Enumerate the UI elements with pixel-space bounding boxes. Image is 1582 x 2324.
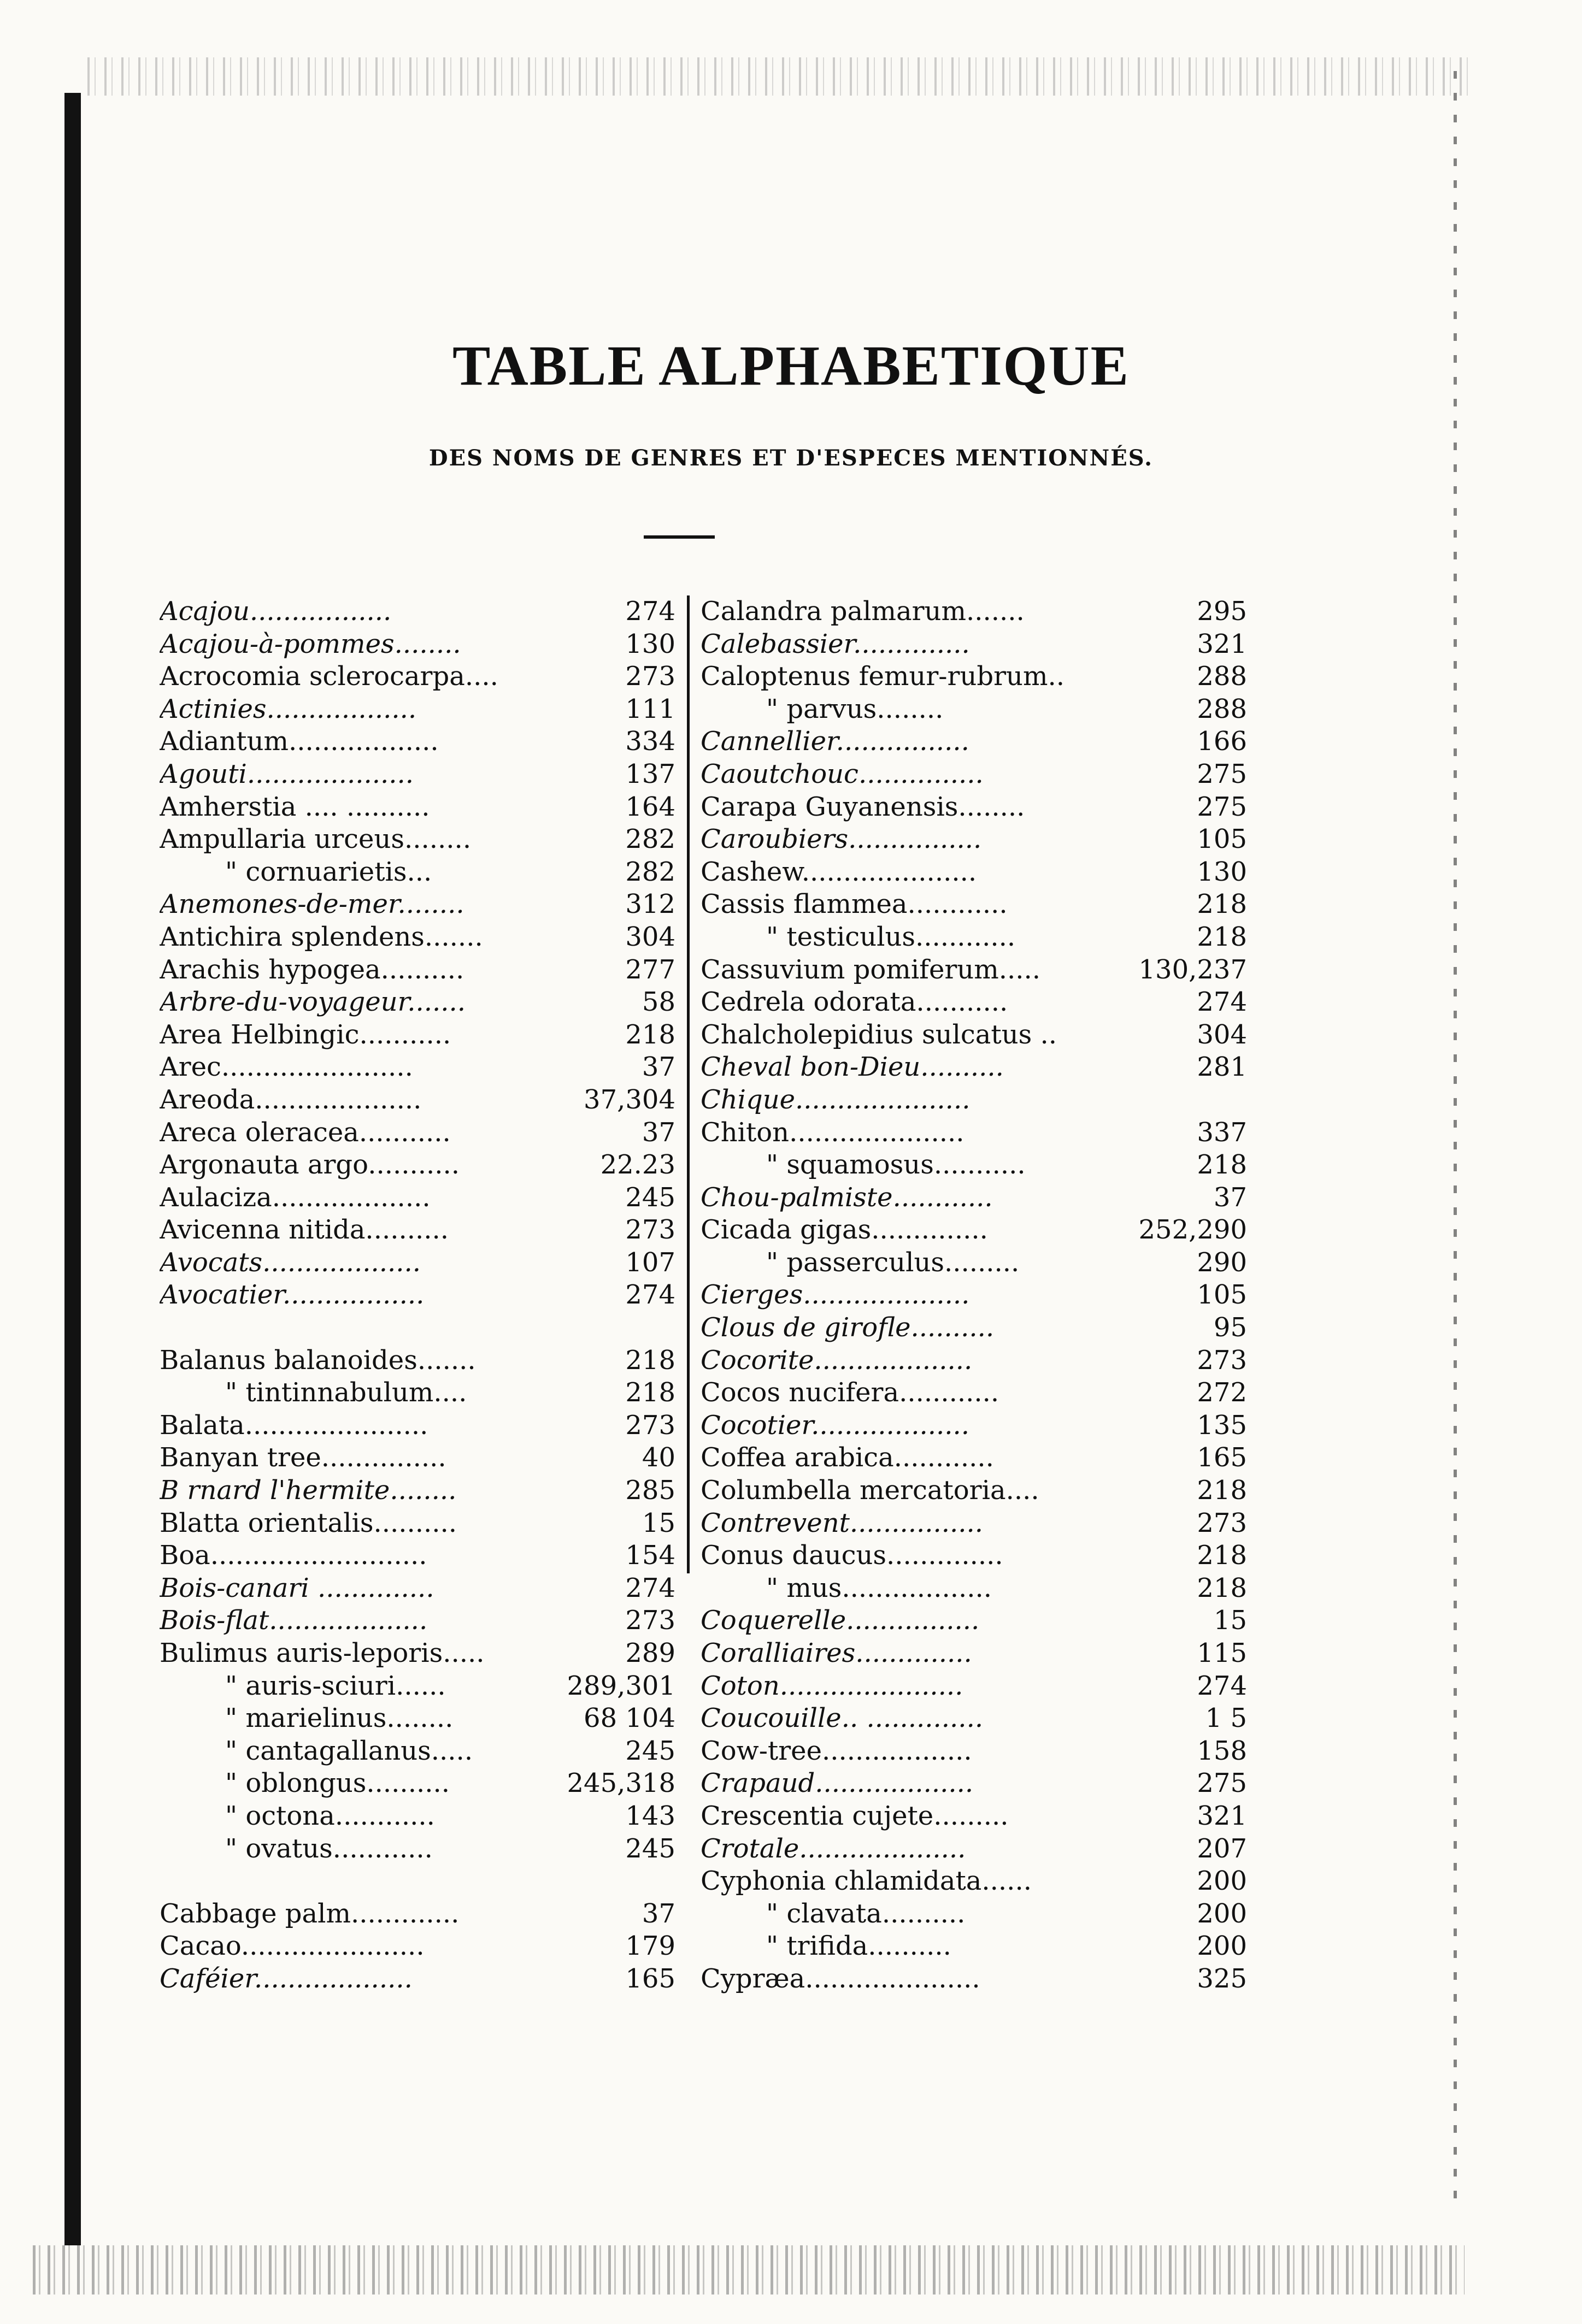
- entry-page-number: 130: [1197, 856, 1247, 887]
- entry-name: Cabbage palm.............: [160, 1898, 460, 1929]
- entry-page-number: 218: [1197, 1572, 1247, 1603]
- entry-page-number: 218: [625, 1377, 675, 1408]
- entry-page-number: 158: [1197, 1735, 1247, 1766]
- index-entry: [701, 1084, 1247, 1117]
- entry-page-number: 105: [1197, 1279, 1247, 1311]
- index-entry: [701, 1605, 1247, 1637]
- index-entry: [701, 1019, 1247, 1052]
- entry-name: Actinies..................: [160, 693, 417, 724]
- index-entry: [160, 1670, 675, 1703]
- entry-name: Aulaciza...................: [160, 1182, 431, 1213]
- entry-page-number: 304: [1197, 1019, 1247, 1050]
- entry-page-number: 273: [1197, 1344, 1247, 1376]
- entry-name: Crescentia cujete.........: [701, 1800, 1009, 1831]
- index-entry: [701, 921, 1247, 954]
- index-entry: [701, 1051, 1247, 1084]
- entry-name: Crapaud...................: [701, 1768, 974, 1799]
- entry-page-number: 273: [625, 661, 675, 692]
- index-entry: [160, 693, 675, 726]
- entry-name: Areca oleracea...........: [160, 1117, 451, 1148]
- entry-page-number: 200: [1197, 1931, 1247, 1962]
- index-entry: [160, 1279, 675, 1312]
- entry-page-number: 273: [625, 1409, 675, 1441]
- index-entry: [160, 856, 675, 889]
- entry-name: Bois-flat...................: [160, 1605, 428, 1636]
- index-entry: [701, 628, 1247, 661]
- index-entry: [701, 1833, 1247, 1866]
- index-entry: [160, 1963, 675, 1996]
- entry-page-number: 245: [625, 1833, 675, 1864]
- entry-name: Cicada gigas..............: [701, 1214, 988, 1246]
- entry-name: Cashew.....................: [701, 856, 977, 887]
- index-entry: [701, 1637, 1247, 1670]
- entry-name: Cassuvium pomiferum.....: [701, 954, 1041, 985]
- entry-name: " clavata..........: [766, 1898, 966, 1929]
- entry-page-number: 37: [642, 1898, 675, 1929]
- entry-name: " tintinnabulum....: [225, 1377, 467, 1408]
- index-entry: [160, 1019, 675, 1052]
- index-entry: [160, 823, 675, 856]
- index-entry: [701, 856, 1247, 889]
- index-entry: [160, 1572, 675, 1605]
- index-entry: [701, 1214, 1247, 1247]
- index-entry: [160, 921, 675, 954]
- entry-page-number: 207: [1197, 1833, 1247, 1864]
- index-entry: [701, 1279, 1247, 1312]
- entry-name: Anemones-de-mer........: [160, 889, 464, 920]
- index-entry: [160, 1051, 675, 1084]
- index-entry: [701, 823, 1247, 856]
- entry-name: Coralliaires..............: [701, 1638, 972, 1668]
- index-entry: [701, 1474, 1247, 1507]
- entry-name: Cocos nucifera............: [701, 1377, 999, 1408]
- entry-name: Cierges....................: [701, 1279, 970, 1311]
- entry-name: Chou-palmiste............: [701, 1182, 993, 1213]
- entry-page-number: 115: [1197, 1638, 1247, 1668]
- entry-page-number: 218: [1197, 1540, 1247, 1571]
- entry-name: Conus daucus..............: [701, 1540, 1003, 1571]
- index-entry: [160, 1637, 675, 1670]
- entry-page-number: 37: [642, 1117, 675, 1148]
- index-entry: [160, 1539, 675, 1572]
- entry-page-number: 312: [625, 889, 675, 920]
- entry-page-number: 200: [1197, 1866, 1247, 1897]
- index-entry: [160, 1149, 675, 1182]
- index-entry: [701, 1865, 1247, 1898]
- entry-page-number: 37: [1213, 1182, 1247, 1213]
- entry-name: Blatta orientalis..........: [160, 1507, 457, 1538]
- entry-page-number: 289,301: [567, 1670, 675, 1701]
- entry-name: " cornuarietis...: [225, 856, 432, 887]
- entry-name: Coquerelle................: [701, 1605, 980, 1636]
- entry-page-number: 273: [1197, 1507, 1247, 1538]
- entry-name: Balata......................: [160, 1409, 428, 1441]
- entry-name: Banyan tree...............: [160, 1442, 446, 1473]
- entry-page-number: 285: [625, 1475, 675, 1506]
- entry-page-number: 273: [625, 1605, 675, 1636]
- entry-page-number: 15: [642, 1507, 675, 1538]
- index-entry: [160, 1474, 675, 1507]
- entry-name: Areoda....................: [160, 1084, 422, 1115]
- entry-name: Chique.....................: [701, 1084, 971, 1115]
- entry-name: Calebassier..............: [701, 628, 970, 659]
- entry-name: Acajou-à-pommes........: [160, 628, 461, 659]
- index-entry: [160, 1247, 675, 1279]
- entry-name: Contrevent................: [701, 1507, 984, 1538]
- index-entry: [160, 1442, 675, 1474]
- entry-page-number: 274: [625, 1279, 675, 1311]
- entry-name: " parvus........: [766, 693, 944, 724]
- scan-noise-top: [87, 57, 1475, 96]
- entry-name: Crotale....................: [701, 1833, 966, 1864]
- index-entry: [160, 1735, 675, 1768]
- entry-name: Cocotier...................: [701, 1409, 970, 1441]
- index-entry: [701, 1149, 1247, 1182]
- entry-name: Cassis flammea............: [701, 889, 1008, 920]
- entry-page-number: 218: [625, 1344, 675, 1376]
- entry-name: Bois-canari ..............: [160, 1572, 434, 1603]
- entry-page-number: 130: [625, 628, 675, 659]
- index-entry: [701, 1702, 1247, 1735]
- index-entry: [160, 1377, 675, 1409]
- entry-page-number: 137: [625, 758, 675, 789]
- entry-name: " testiculus............: [766, 921, 1016, 952]
- entry-page-number: 334: [625, 726, 675, 757]
- entry-name: " auris-sciuri......: [225, 1670, 446, 1701]
- index-entry: [701, 1572, 1247, 1605]
- index-entry: [160, 1084, 675, 1117]
- index-entry: [701, 954, 1247, 987]
- index-entry: [701, 1117, 1247, 1149]
- index-entry: [701, 1182, 1247, 1214]
- index-entry: [701, 1344, 1247, 1377]
- entry-page-number: 274: [1197, 1670, 1247, 1701]
- index-entry: [701, 1507, 1247, 1540]
- entry-name: Clous de girofle..........: [701, 1312, 995, 1343]
- entry-page-number: 218: [1197, 1475, 1247, 1506]
- page-subtitle: DES NOMS DE GENRES ET D'ESPECES MENTIONNÉS.: [428, 445, 1154, 471]
- entry-page-number: 95: [1213, 1312, 1247, 1343]
- index-entry: [160, 725, 675, 758]
- index-entry: [701, 1670, 1247, 1703]
- page-binding-edge: [64, 93, 81, 2245]
- entry-name: Coffea arabica............: [701, 1442, 994, 1473]
- entry-page-number: 277: [625, 954, 675, 985]
- index-entry: [160, 660, 675, 693]
- entry-name: " ovatus............: [225, 1833, 433, 1864]
- index-entry: [160, 1702, 675, 1735]
- index-spacer: [160, 1865, 675, 1898]
- entry-page-number: 40: [642, 1442, 675, 1473]
- entry-page-number: 218: [625, 1019, 675, 1050]
- index-entry: [160, 954, 675, 987]
- title-rule: [644, 535, 715, 539]
- entry-name: Acrocomia sclerocarpa....: [160, 661, 498, 692]
- entry-name: Caroubiers................: [701, 824, 982, 855]
- entry-name: " octona............: [225, 1800, 435, 1831]
- index-entry: [701, 1409, 1247, 1442]
- entry-name: Caféier...................: [160, 1963, 413, 1994]
- index-entry: [701, 791, 1247, 824]
- entry-name: Area Helbingic...........: [160, 1019, 451, 1050]
- entry-page-number: 37: [642, 1052, 675, 1083]
- entry-page-number: 274: [1197, 987, 1247, 1018]
- index-entry: [701, 1312, 1247, 1344]
- index-entry: [160, 1605, 675, 1637]
- entry-page-number: 245: [625, 1735, 675, 1766]
- index-entry: [701, 888, 1247, 921]
- entry-page-number: 15: [1213, 1605, 1247, 1636]
- entry-name: Chiton.....................: [701, 1117, 965, 1148]
- entry-page-number: 273: [625, 1214, 675, 1246]
- entry-page-number: 22.23: [600, 1149, 675, 1181]
- entry-page-number: 165: [1197, 1442, 1247, 1473]
- entry-page-number: 218: [1197, 889, 1247, 920]
- index-entry: [160, 888, 675, 921]
- entry-page-number: 337: [1197, 1117, 1247, 1148]
- entry-name: " cantagallanus.....: [225, 1735, 473, 1766]
- entry-name: Balanus balanoides.......: [160, 1344, 476, 1376]
- entry-name: " mus..................: [766, 1572, 992, 1603]
- entry-name: Cheval bon-Dieu..........: [701, 1052, 1004, 1083]
- index-entry: [160, 1833, 675, 1866]
- entry-name: Arachis hypogea..........: [160, 954, 464, 985]
- entry-name: Cacao......................: [160, 1931, 425, 1962]
- index-entry: [701, 1800, 1247, 1833]
- entry-name: Coucouille.. ..............: [701, 1703, 984, 1734]
- entry-page-number: 272: [1197, 1377, 1247, 1408]
- entry-page-number: 179: [625, 1931, 675, 1962]
- entry-name: Avicenna nitida..........: [160, 1214, 449, 1246]
- entry-name: Columbella mercatoria....: [701, 1475, 1039, 1506]
- index-entry: [701, 1963, 1247, 1996]
- entry-page-number: 245: [625, 1182, 675, 1213]
- page-title: TABLE ALPHABETIQUE: [452, 334, 1130, 397]
- entry-page-number: 68 104: [584, 1703, 675, 1734]
- index-entry: [701, 595, 1247, 628]
- entry-page-number: 275: [1197, 1768, 1247, 1799]
- entry-page-number: 1 5: [1205, 1703, 1247, 1734]
- index-entry: [701, 725, 1247, 758]
- index-column-right: [701, 595, 1247, 1996]
- entry-name: Coton......................: [701, 1670, 963, 1701]
- index-entry: [701, 1735, 1247, 1768]
- index-entry: [701, 1898, 1247, 1931]
- entry-page-number: 275: [1197, 791, 1247, 822]
- entry-name: Cyphonia chlamidata......: [701, 1866, 1032, 1897]
- index-entry: [160, 1344, 675, 1377]
- entry-name: Acajou.................: [160, 596, 392, 627]
- entry-name: Avocats...................: [160, 1247, 421, 1278]
- entry-page-number: 304: [625, 921, 675, 952]
- index-entry: [160, 628, 675, 661]
- index-entry: [160, 758, 675, 791]
- entry-name: " trifida..........: [766, 1931, 951, 1962]
- entry-name: Caoutchouc...............: [701, 758, 984, 789]
- entry-page-number: 218: [1197, 1149, 1247, 1181]
- index-entry: [701, 1539, 1247, 1572]
- entry-name: Avocatier.................: [160, 1279, 425, 1311]
- entry-page-number: 288: [1197, 661, 1247, 692]
- entry-name: Bulimus auris-leporis.....: [160, 1638, 485, 1668]
- index-entry: [701, 1247, 1247, 1279]
- entry-page-number: 105: [1197, 824, 1247, 855]
- entry-page-number: 274: [625, 596, 675, 627]
- index-entry: [701, 1442, 1247, 1474]
- entry-name: " marielinus........: [225, 1703, 454, 1734]
- entry-page-number: 282: [625, 824, 675, 855]
- entry-name: Arec.......................: [160, 1052, 413, 1083]
- entry-page-number: 288: [1197, 693, 1247, 724]
- index-entry: [160, 791, 675, 824]
- entry-name: Agouti....................: [160, 758, 414, 789]
- entry-name: Adiantum..................: [160, 726, 439, 757]
- entry-page-number: 154: [625, 1540, 675, 1571]
- entry-page-number: 165: [625, 1963, 675, 1994]
- entry-name: B rnard l'hermite........: [160, 1475, 457, 1506]
- entry-page-number: 200: [1197, 1898, 1247, 1929]
- index-entry: [160, 1117, 675, 1149]
- index-entry: [160, 1767, 675, 1800]
- entry-name: Ampullaria urceus........: [160, 824, 472, 855]
- entry-page-number: 252,290: [1138, 1214, 1247, 1246]
- entry-page-number: 325: [1197, 1963, 1247, 1994]
- entry-name: Cedrela odorata...........: [701, 987, 1008, 1018]
- entry-name: Carapa Guyanensis........: [701, 791, 1025, 822]
- entry-page-number: 107: [625, 1247, 675, 1278]
- entry-page-number: 143: [625, 1800, 675, 1831]
- entry-name: Cow-tree..................: [701, 1735, 972, 1766]
- entry-name: Cannellier................: [701, 726, 969, 757]
- entry-name: Caloptenus femur-rubrum..: [701, 661, 1065, 692]
- entry-name: Arbre-du-voyageur.......: [160, 987, 466, 1018]
- entry-page-number: 282: [625, 856, 675, 887]
- entry-name: Cypræa.....................: [701, 1963, 980, 1994]
- scan-noise-bottom: [33, 2245, 1465, 2294]
- index-entry: [701, 758, 1247, 791]
- entry-name: Antichira splendens.......: [160, 921, 483, 952]
- entry-page-number: 218: [1197, 921, 1247, 952]
- entry-page-number: 275: [1197, 758, 1247, 789]
- index-entry: [160, 1409, 675, 1442]
- index-entry: [701, 693, 1247, 726]
- entry-page-number: 111: [625, 693, 675, 724]
- entry-page-number: 321: [1197, 1800, 1247, 1831]
- entry-name: Cocorite...................: [701, 1344, 973, 1376]
- entry-page-number: 295: [1197, 596, 1247, 627]
- entry-page-number: 58: [642, 987, 675, 1018]
- entry-name: Amherstia .... ..........: [160, 791, 430, 822]
- entry-page-number: 130,237: [1138, 954, 1247, 985]
- index-entry: [701, 1767, 1247, 1800]
- entry-name: " passerculus.........: [766, 1247, 1020, 1278]
- index-entry: [160, 595, 675, 628]
- entry-page-number: 245,318: [567, 1768, 675, 1799]
- entry-page-number: 166: [1197, 726, 1247, 757]
- entry-page-number: 289: [625, 1638, 675, 1668]
- index-entry: [160, 986, 675, 1019]
- entry-name: Argonauta argo...........: [160, 1149, 460, 1181]
- entry-page-number: 281: [1197, 1052, 1247, 1083]
- index-entry: [701, 986, 1247, 1019]
- index-entry: [160, 1182, 675, 1214]
- entry-page-number: 37,304: [584, 1084, 675, 1115]
- column-divider: [687, 595, 690, 1573]
- index-entry: [160, 1930, 675, 1963]
- index-entry: [701, 1930, 1247, 1963]
- entry-name: Boa..........................: [160, 1540, 427, 1571]
- index-entry: [160, 1898, 675, 1931]
- index-entry: [701, 660, 1247, 693]
- entry-page-number: 135: [1197, 1409, 1247, 1441]
- entry-name: " squamosus...........: [766, 1149, 1026, 1181]
- entry-name: Chalcholepidius sulcatus ..: [701, 1019, 1057, 1050]
- entry-page-number: 164: [625, 791, 675, 822]
- index-entry: [160, 1507, 675, 1540]
- index-spacer: [160, 1312, 675, 1344]
- index-entry: [160, 1214, 675, 1247]
- entry-name: Calandra palmarum.......: [701, 596, 1025, 627]
- entry-name: " oblongus..........: [225, 1768, 450, 1799]
- index-column-left: [160, 595, 675, 1996]
- entry-page-number: 321: [1197, 628, 1247, 659]
- entry-page-number: 274: [625, 1572, 675, 1603]
- entry-page-number: 290: [1197, 1247, 1247, 1278]
- index-entry: [160, 1800, 675, 1833]
- index-entry: [701, 1377, 1247, 1409]
